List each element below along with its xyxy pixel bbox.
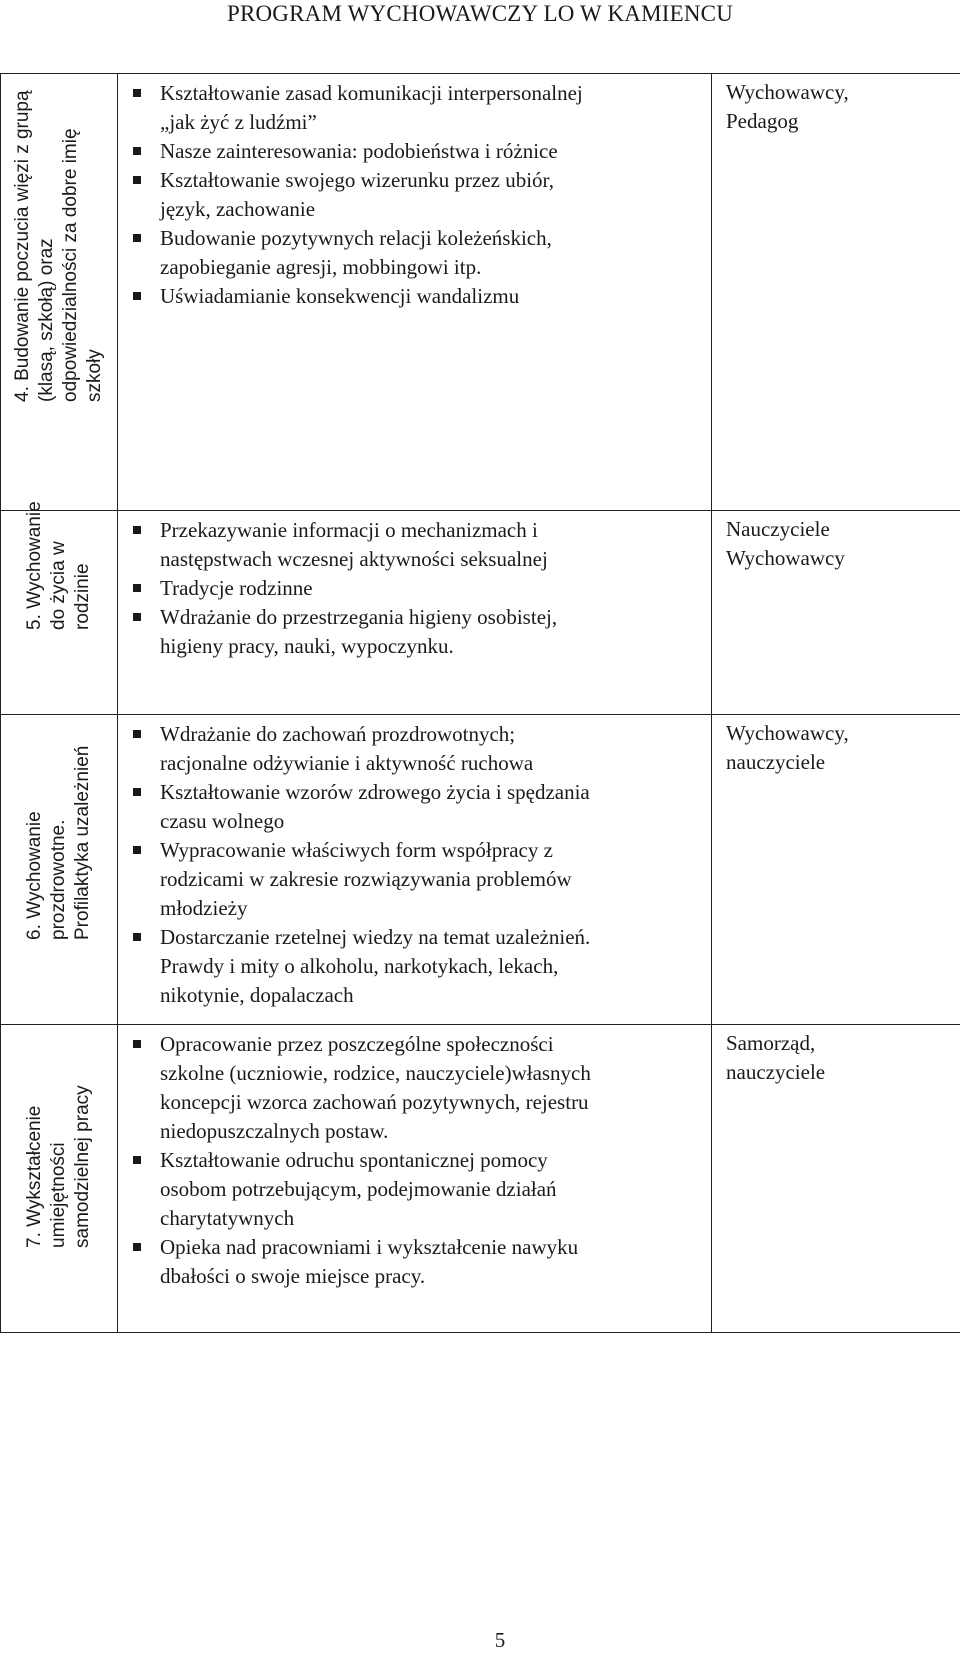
task-list	[118, 74, 711, 319]
tasks-cell	[118, 715, 712, 1025]
task-list	[118, 715, 711, 1018]
task-line: Przekazywanie informacji o mechanizmach i	[160, 518, 538, 542]
task-item	[130, 1030, 701, 1146]
task-line: Kształtowanie swojego wizerunku przez ubiór,	[160, 168, 554, 192]
responsible-cell	[712, 1025, 960, 1333]
topic-line: odpowiedzialności za dobre imię	[60, 128, 81, 402]
topic-cell	[1, 1025, 118, 1333]
square-bullet-icon	[133, 176, 141, 184]
topic-line: rodzinie	[72, 563, 93, 630]
topic-label	[23, 501, 95, 630]
responsible-line: Wychowawcy,	[726, 721, 849, 745]
responsible-line: Samorząd,	[726, 1031, 816, 1055]
square-bullet-icon	[133, 846, 141, 854]
task-item	[130, 923, 701, 1010]
task-item	[130, 137, 701, 166]
table-row	[1, 74, 960, 511]
table-row	[1, 511, 960, 715]
square-bullet-icon	[133, 292, 141, 300]
task-line: Kształtowanie wzorów zdrowego życia i spędzania	[160, 780, 590, 804]
topic-line: prozdrowotne.	[48, 819, 69, 940]
topic-line: umiejętności	[48, 1142, 69, 1248]
task-line: Nasze zainteresowania: podobieństwa i różnice	[160, 139, 558, 163]
square-bullet-icon	[133, 584, 141, 592]
responsible-text	[712, 715, 960, 777]
square-bullet-icon	[133, 788, 141, 796]
responsible-text	[712, 511, 960, 573]
task-line: następstwach wczesnej aktywności seksualnej	[160, 547, 548, 571]
task-line: nikotynie, dopalaczach	[160, 983, 354, 1007]
table-row	[1, 1025, 960, 1333]
responsible-cell	[712, 74, 960, 511]
task-item	[130, 79, 701, 137]
task-line: Prawdy i mity o alkoholu, narkotykach, lekach,	[160, 954, 559, 978]
task-line: młodzieży	[160, 896, 248, 920]
topic-cell	[1, 74, 118, 511]
task-line: Opracowanie przez poszczególne społeczności	[160, 1032, 554, 1056]
topic-cell	[1, 501, 118, 715]
topic-label	[23, 1085, 95, 1248]
task-line: Wdrażanie do przestrzegania higieny osobistej,	[160, 605, 558, 629]
task-line: rodzicami w zakresie rozwiązywania problemów	[160, 867, 572, 891]
tasks-cell	[118, 74, 712, 511]
table-row	[1, 715, 960, 1025]
topic-line: 7. Wykształcenie	[24, 1105, 45, 1248]
task-line: osobom potrzebującym, podejmowanie działań	[160, 1177, 557, 1201]
square-bullet-icon	[133, 526, 141, 534]
square-bullet-icon	[133, 933, 141, 941]
program-table	[0, 73, 960, 1333]
square-bullet-icon	[133, 89, 141, 97]
task-line: Tradycje rodzinne	[160, 576, 313, 600]
task-line: niedopuszczalnych postaw.	[160, 1119, 389, 1143]
task-line: higieny pracy, nauki, wypoczynku.	[160, 634, 454, 658]
task-line: Kształtowanie zasad komunikacji interpersonalnej	[160, 81, 583, 105]
responsible-cell	[712, 511, 960, 715]
topic-line: (klasą, szkołą) oraz	[36, 238, 57, 402]
square-bullet-icon	[133, 147, 141, 155]
topic-line: 4. Budowanie poczucia więzi z grupą	[12, 90, 33, 402]
tasks-cell	[118, 1025, 712, 1333]
task-item	[130, 1233, 701, 1291]
task-line: Wypracowanie właściwych form współpracy z	[160, 838, 553, 862]
topic-line: 5. Wychowanie	[24, 501, 45, 630]
topic-label	[23, 746, 95, 940]
task-item	[130, 603, 701, 661]
task-line: Budowanie pozytywnych relacji koleżeńskich,	[160, 226, 552, 250]
task-item	[130, 778, 701, 836]
topic-line: 6. Wychowanie	[24, 811, 45, 940]
task-line: Wdrażanie do zachowań prozdrowotnych;	[160, 722, 516, 746]
square-bullet-icon	[133, 1040, 141, 1048]
topic-line: Profilaktyka uzależnień	[72, 745, 93, 940]
task-line: koncepcji wzorca zachowań pozytywnych, rejestru	[160, 1090, 589, 1114]
square-bullet-icon	[133, 1156, 141, 1164]
task-list	[118, 511, 711, 669]
task-line: zapobieganie agresji, mobbingowi itp.	[160, 255, 482, 279]
topic-cell	[1, 715, 118, 1025]
tasks-cell	[118, 511, 712, 715]
task-item	[130, 574, 701, 603]
square-bullet-icon	[133, 1243, 141, 1251]
topic-line: do życia w	[48, 541, 69, 630]
task-line: Opieka nad pracowniami i wykształcenie nawyku	[160, 1235, 579, 1259]
task-line: język, zachowanie	[160, 197, 316, 221]
task-line: Dostarczanie rzetelnej wiedzy na temat uzależnień.	[160, 925, 591, 949]
topic-line: szkoły	[84, 349, 105, 402]
square-bullet-icon	[133, 234, 141, 242]
document-header: PROGRAM WYCHOWAWCZY LO W KAMIENCU	[226, 1, 734, 26]
responsible-line: Nauczyciele	[726, 517, 830, 541]
page-number: 5	[494, 1628, 506, 1652]
task-line: „jak żyć z ludźmi”	[160, 110, 317, 134]
task-item	[130, 836, 701, 923]
task-line: dbałości o swoje miejsce pracy.	[160, 1264, 426, 1288]
responsible-line: Wychowawcy	[726, 546, 845, 570]
responsible-text	[712, 74, 960, 136]
task-line: Uświadamianie konsekwencji wandalizmu	[160, 284, 520, 308]
responsible-line: Pedagog	[726, 109, 799, 133]
task-item	[130, 166, 701, 224]
square-bullet-icon	[133, 730, 141, 738]
topic-label	[11, 90, 107, 402]
task-line: charytatywnych	[160, 1206, 295, 1230]
responsible-line: nauczyciele	[726, 750, 826, 774]
responsible-line: nauczyciele	[726, 1060, 826, 1084]
responsible-line: Wychowawcy,	[726, 80, 849, 104]
square-bullet-icon	[133, 613, 141, 621]
task-item	[130, 1146, 701, 1233]
task-item	[130, 282, 701, 311]
responsible-text	[712, 1025, 960, 1087]
task-line: czasu wolnego	[160, 809, 285, 833]
task-line: Kształtowanie odruchu spontanicznej pomocy	[160, 1148, 548, 1172]
task-item	[130, 720, 701, 778]
task-line: racjonalne odżywianie i aktywność ruchowa	[160, 751, 534, 775]
task-list	[118, 1025, 711, 1299]
task-line: szkolne (uczniowie, rodzice, nauczyciele)własnych	[160, 1061, 591, 1085]
task-item	[130, 224, 701, 282]
topic-line: samodzielnej pracy	[72, 1085, 93, 1248]
task-item	[130, 516, 701, 574]
responsible-cell	[712, 715, 960, 1025]
